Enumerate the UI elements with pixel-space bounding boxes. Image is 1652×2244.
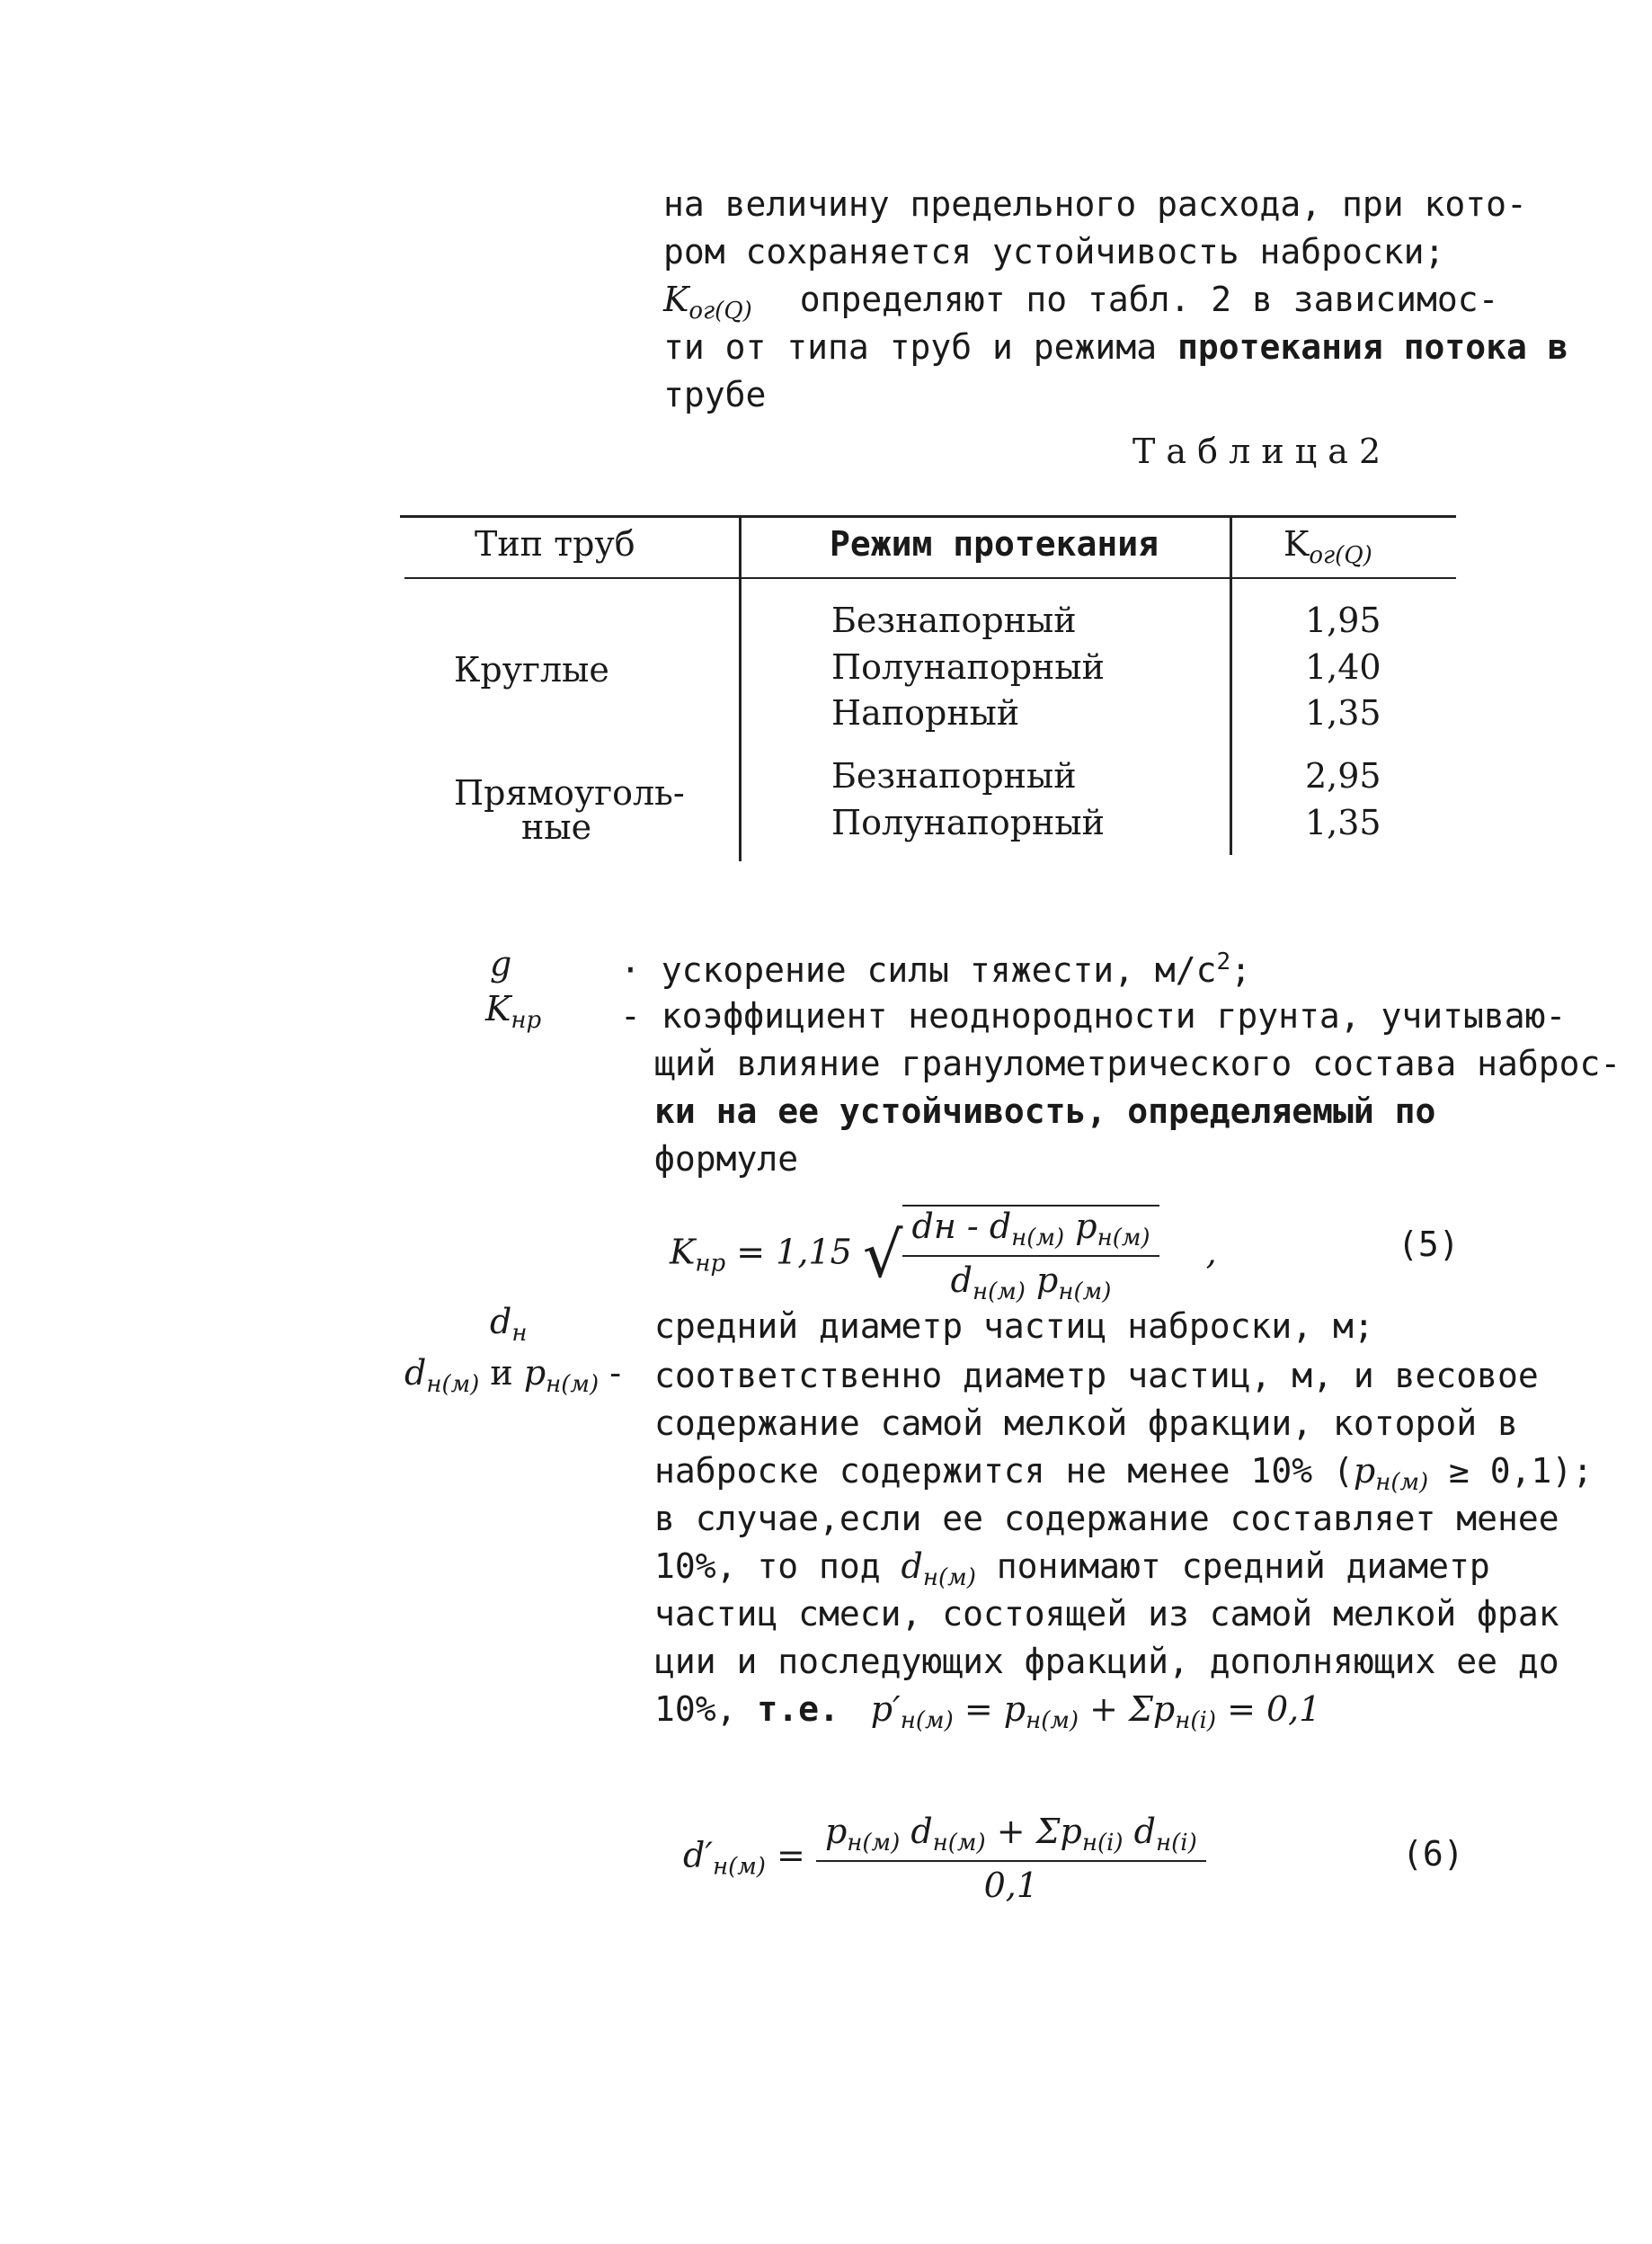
- definition-dnm-line-4: в случае,если ее содержание составляет менее: [654, 1499, 1559, 1538]
- definition-knp-line-3: ки на ее устойчивость, определяемый по: [654, 1091, 1436, 1131]
- table-header-mode: Режим протекания: [830, 524, 1159, 564]
- paragraph-line-4: ти от типа труб и режима протекания потока в: [663, 327, 1568, 367]
- table-col-divider-2: [1230, 515, 1232, 855]
- table-row-mode: Полунапорный: [831, 803, 1105, 842]
- definition-dnm-line-6: частиц смеси, состоящей из самой мелкой фрак: [654, 1594, 1559, 1634]
- table-row-type-rect: Прямоуголь-: [454, 773, 685, 813]
- definition-dnm-line-5: 10%, то под $d_{н(м)}$ понимают средний диаметр: [654, 1546, 1490, 1591]
- table-row-k: 1,35: [1305, 693, 1381, 733]
- definition-knp-line-2: щий влияние гранулометрического состава наброс-: [654, 1044, 1621, 1083]
- definition-knp-line-1: - коэффициент неоднородности грунта, учитываю-: [620, 996, 1567, 1036]
- table-header-type: Тип труб: [475, 524, 635, 564]
- table-row-k: 1,35: [1305, 803, 1381, 842]
- formula-5-number: (5): [1398, 1224, 1460, 1264]
- paragraph-line-3: $K_{oг(Q)}$ определяют по табл. 2 в зависимос-: [663, 280, 1499, 325]
- definition-dnm-line-1: соответственно диаметр частиц, м, и весовое: [654, 1356, 1539, 1395]
- symbol-k-np: $K_{нр}$: [485, 989, 542, 1034]
- symbol-dnm-pnm: $d_{н(м)}$ и $p_{н(м)}$ -: [404, 1353, 622, 1398]
- formula-6-number: (6): [1402, 1834, 1464, 1874]
- paragraph-line-1: на величину предельного расхода, при кото-: [663, 184, 1527, 224]
- formula-5: $K_{нр} = 1,15$ √ $\frac{dн - d_{н(м)} p_{н(м)}}{d_{н(м)} p_{н(м)}}$ ,: [670, 1207, 1217, 1305]
- paragraph-line-5: трубе: [663, 375, 767, 414]
- table-header-k: $K_{oг(Q)}$: [1283, 524, 1372, 569]
- table-row-type-rect-cont: ные: [521, 807, 592, 847]
- table-row-mode: Безнапорный: [831, 601, 1077, 640]
- table-top-rule: [400, 515, 1456, 518]
- symbol-d-n: $d_н$: [490, 1302, 528, 1347]
- symbol-k-og: $K_{oг(Q)}$: [663, 280, 752, 325]
- definition-g: · ускорение силы тяжести, $м/с^2$;: [620, 948, 1252, 990]
- paragraph-line-2: ром сохраняется устойчивость наброски;: [663, 232, 1445, 272]
- table-row-k: 1,40: [1305, 647, 1381, 687]
- definition-dnm-line-2: содержание самой мелкой фракции, которой в: [654, 1403, 1518, 1443]
- table-row-type-round: Круглые: [454, 650, 609, 690]
- table-col-divider-1: [739, 515, 742, 861]
- symbol-g: g: [490, 944, 512, 984]
- table-row-k: 1,95: [1305, 601, 1381, 640]
- table-title: Т а б л и ц а 2: [1132, 432, 1381, 471]
- definition-dnm-line-7: ции и последующих фракций, дополняющих ее до: [654, 1642, 1559, 1681]
- definition-dnm-line-3: наброске содержится не менее 10% $(p_{н(м)} \ge 0,1)$;: [654, 1451, 1594, 1496]
- table-row-mode: Напорный: [831, 693, 1020, 733]
- definition-dnm-line-8: 10%, т.е. $p'_{н(м)} = p_{н(м)} + \Sigma p_{н(i)} = 0,1$: [654, 1689, 1321, 1734]
- table-row-k: 2,95: [1305, 756, 1381, 796]
- table-row-mode: Безнапорный: [831, 756, 1077, 796]
- table-header-rule: [404, 577, 1456, 579]
- definition-knp-line-4: формуле: [654, 1139, 799, 1179]
- definition-dn: средний диаметр частиц наброски, м;: [654, 1306, 1374, 1346]
- formula-6: $d'_{н(м)}$ = $\frac{p_{н(м)} d_{н(м)} + \Sigma p_{н(i)} d_{н(i)}}{0,1}$: [683, 1812, 1206, 1905]
- table-row-mode: Полунапорный: [831, 647, 1105, 687]
